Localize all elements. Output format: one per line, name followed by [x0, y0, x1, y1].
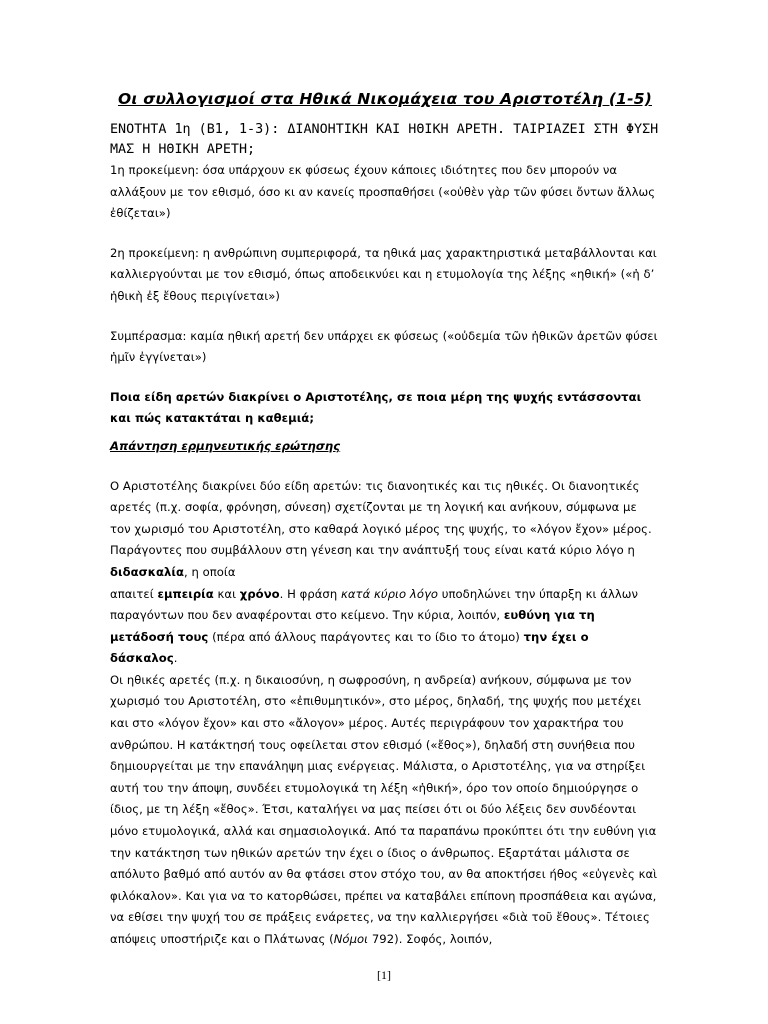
- premise-2: 2η προκείμενη: η ανθρώπινη συμπεριφορά, τα ηθικά μας χαρακτηριστικά μεταβάλλονται και καλλιεργούνται με τον εθισμό, όπως αποδεικνύει και η ετυμολογία της λέξης «ηθική» («ἡ δ’ ἠθικὴ ἐξ ἔθους περιγίνεται»): [110, 245, 657, 303]
- answer-paragraph-2: Οι ηθικές αρετές (π.χ. η δικαιοσύνη, η σωφροσύνη, η ανδρεία) ανήκουν, σύμφωνα με τον χωρισμό του Αριστοτέλη, στο «ἐπιθυμητικόν», στο μέρος, δηλαδή, της ψυχής που μετέχει και στο «λόγον ἔχον» και στο «ἄλογον» μέρος. Αυτές περιγράφουν τον χαρακτήρα του ανθρώπου. Η κατάκτησή τους οφείλεται στον εθισμό («ἔθος»), δηλαδή στη συνήθεια που δημιουργείται με την επανάληψη μιας ενέργειας. Μάλιστα, ο Αριστοτέλης, για να στηρίξει αυτή του την άποψη, συνδέει ετυμολογικά τη λέξη «ἠθική», όρο τον οποίο δημιούργησε ο ίδιος, με τη λέξη «ἔθος». Έτσι, καταλήγει να μας πείσει ότι οι δύο λέξεις δεν συνδέονται μόνο ετυμολογικά, αλλά και σημασιολογικά. Από τα παραπάνω προκύπτει ότι την ευθύνη για την κατάκτηση των ηθικών αρετών την έχει ο ίδιος ο άνθρωπος. Εξαρτάται μάλιστα σε απόλυτο βαθμό από αυτόν αν θα φτάσει στον στόχο του, αν θα αποκτήσει ήθος «εὐγενὲς καὶ φιλόκαλον». Και για να το κατορθώσει, πρέπει να καταβάλει επίπονη προσπάθεια και αγώνα, να εθίσει την ψυχή του σε πράξεις ενάρετες, να την καλλιεργήσει «διὰ τοῦ ἔθους». Τέτοιες απόψεις υποστήριζε και ο Πλάτωνας (Νόμοι 792). Σοφός, λοιπόν,: [110, 672, 658, 946]
- section-heading: ΕΝΟΤΗΤΑ 1η (Β1, 1-3): ΔΙΑΝΟΗΤΙΚΗ ΚΑΙ ΗΘΙΚΗ ΑΡΕΤΗ. ΤΑΙΡΙΑΖΕΙ ΣΤΗ ΦΥΣΗ ΜΑΣ Η ΗΘΙΚΗ ΑΡΕΤΗ;: [110, 122, 659, 157]
- conclusion: Συμπέρασμα: καμία ηθική αρετή δεν υπάρχει εκ φύσεως («οὐδεμία τῶν ἠθικῶν ἀρετῶν φύσει ἡμῖν ἐγγίνεται»): [110, 328, 658, 365]
- premise-1: 1η προκείμενη: όσα υπάρχουν εκ φύσεως έχουν κάποιες ιδιότητες που δεν μπορούν να αλλάξουν με τον εθισμό, όσο κι αν κανείς προσπαθήσει («οὐθὲν γὰρ τῶν φύσει ὄντων ἄλλως ἐθίζεται»): [110, 163, 656, 221]
- answer-paragraph-1: Ο Αριστοτέλης διακρίνει δύο είδη αρετών: τις διανοητικές και τις ηθικές. Οι διανοητικές αρετές (π.χ. σοφία, φρόνηση, σύνεση) σχετίζονται με τη λογική και ανήκουν, σύμφωνα με τον χωρισμό του Αριστοτέλη, στο καθαρά λογικό μέρος της ψυχής, το «λόγον ἔχον» μέρος. Παράγοντες που συμβάλλουν στη γένεση και την ανάπτυξή τους είναι κατά κύριο λόγο η διδασκαλία, η οποία απαιτεί εμπειρία και χρόνο. Η φράση κατά κύριο λόγο υποδηλώνει την ύπαρξη κι άλλων παραγόντων που δεν αναφέρονται στο κείμενο. Την κύρια, λοιπόν, ευθύνη για τη μετάδοσή τους (πέρα από άλλους παράγοντες και το ίδιο το άτομο) την έχει ο δάσκαλος.: [110, 478, 652, 666]
- page-number: [1]: [377, 968, 391, 982]
- document-title: Οι συλλογισμοί στα Ηθικά Νικομάχεια του Αριστοτέλη (1-5): [117, 90, 652, 108]
- question: Ποια είδη αρετών διακρίνει ο Αριστοτέλης, σε ποια μέρη της ψυχής εντάσσονται και πώς κατακτάται η καθεμιά;: [110, 389, 642, 426]
- answer-title: Απάντηση ερμηνευτικής ερώτησης: [110, 438, 341, 453]
- document-page: [110, 82, 660, 951]
